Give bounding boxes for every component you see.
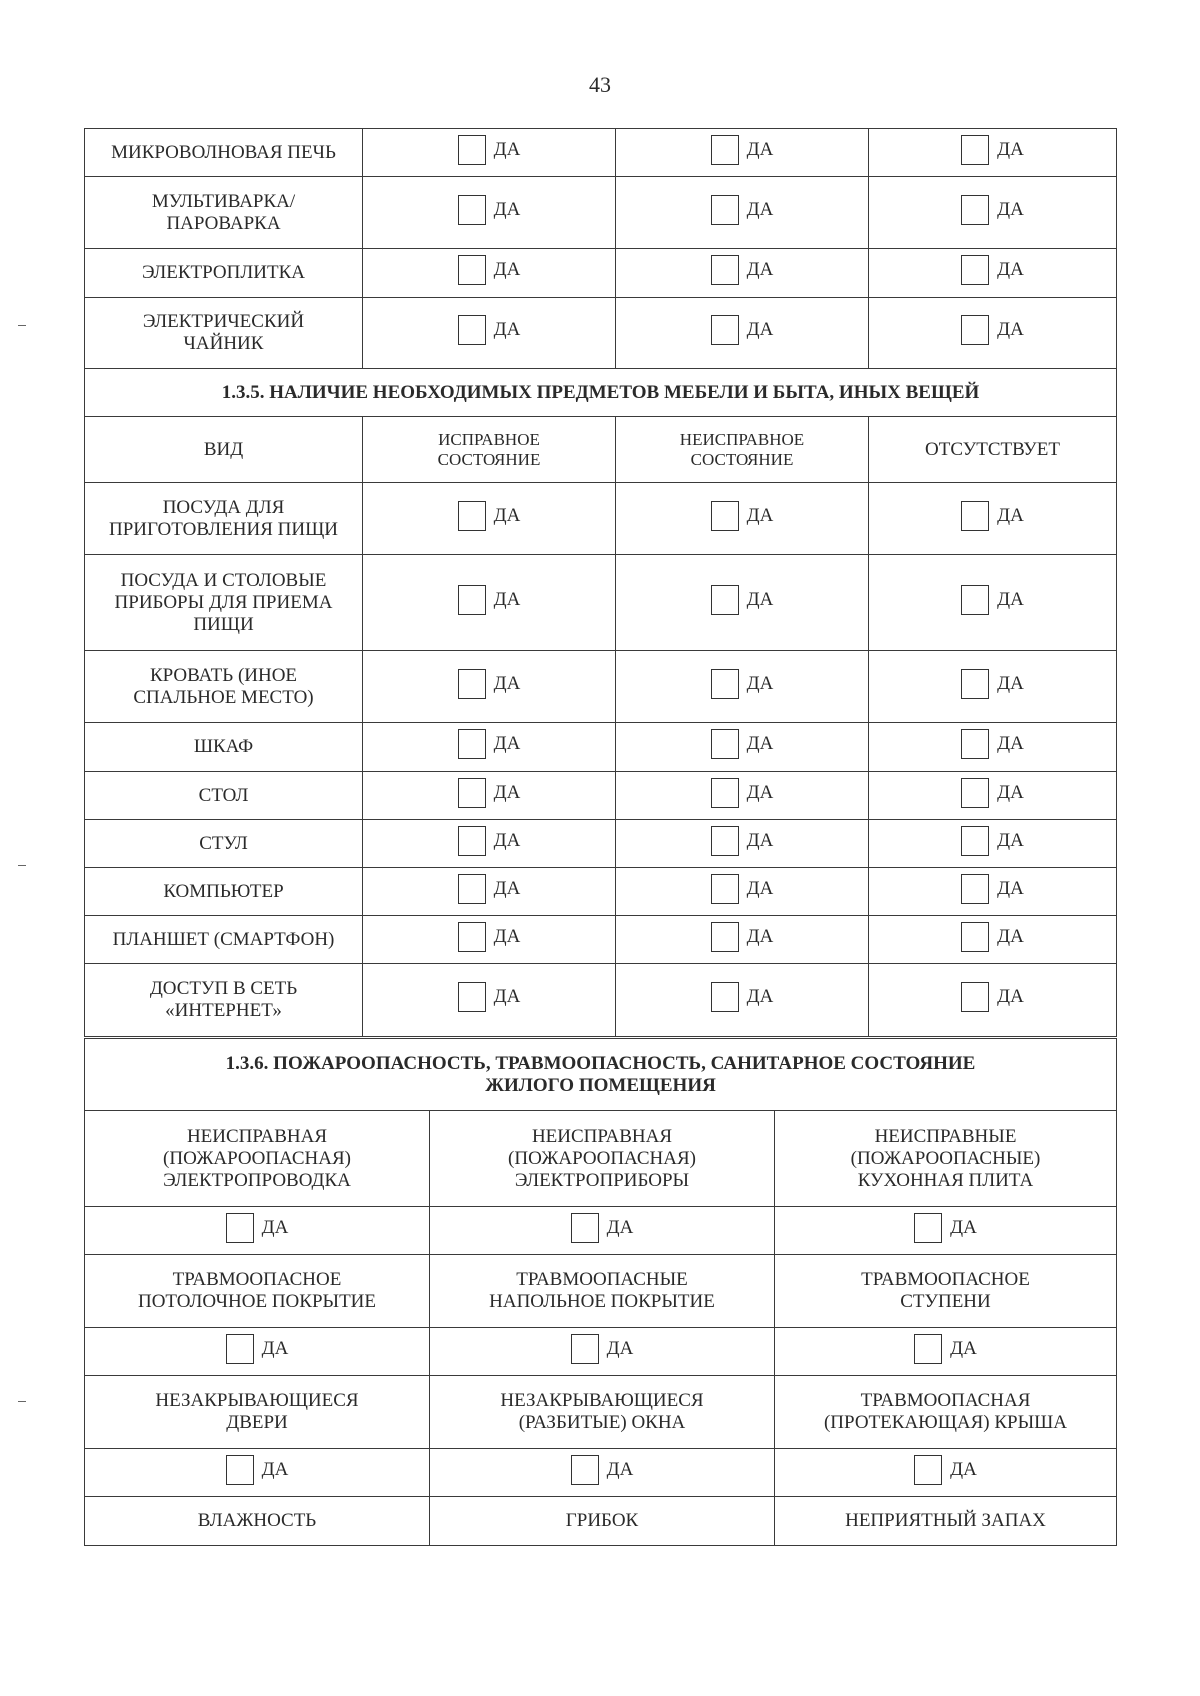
checkbox[interactable] bbox=[711, 778, 739, 808]
checkbox[interactable] bbox=[961, 778, 989, 808]
checkbox[interactable] bbox=[711, 315, 739, 345]
checkbox-cell[interactable]: ДА bbox=[869, 129, 1117, 177]
column-header: НЕИСПРАВНОЕ СОСТОЯНИЕ bbox=[616, 417, 869, 483]
checkbox[interactable] bbox=[571, 1213, 599, 1243]
table-row bbox=[85, 483, 1117, 555]
checkbox[interactable] bbox=[711, 729, 739, 759]
checkbox-cell[interactable]: ДА bbox=[869, 298, 1117, 369]
checkbox[interactable] bbox=[226, 1334, 254, 1364]
checkbox-cell[interactable]: ДА bbox=[363, 249, 616, 298]
checkbox-cell[interactable]: ДА bbox=[616, 868, 869, 916]
checkbox-cell[interactable]: ДА bbox=[363, 723, 616, 772]
section-title: 1.3.6. ПОЖАРООПАСНОСТЬ, ТРАВМООПАСНОСТЬ, САНИТАРНОЕ СОСТОЯНИЕ ЖИЛОГО ПОМЕЩЕНИЯ bbox=[85, 1039, 1117, 1111]
checkbox[interactable] bbox=[961, 135, 989, 165]
checkbox-cell[interactable]: ДА bbox=[869, 964, 1117, 1037]
column-header-row bbox=[85, 417, 1117, 483]
checkbox[interactable] bbox=[961, 982, 989, 1012]
checkbox[interactable] bbox=[711, 826, 739, 856]
checkbox-cell[interactable]: ДА bbox=[616, 964, 869, 1037]
table-row bbox=[85, 1328, 1117, 1376]
table-row bbox=[85, 868, 1117, 916]
checkbox[interactable] bbox=[711, 982, 739, 1012]
row-label: ЭЛЕКТРОПЛИТКА bbox=[85, 249, 363, 298]
checkbox-cell[interactable]: ДА bbox=[869, 483, 1117, 555]
row-label: СТУЛ bbox=[85, 820, 363, 868]
condition-label: ВЛАЖНОСТЬ bbox=[85, 1497, 430, 1546]
checkbox-cell[interactable]: ДА bbox=[775, 1449, 1117, 1497]
table-row bbox=[85, 820, 1117, 868]
checkbox-cell[interactable]: ДА bbox=[430, 1328, 775, 1376]
section-header-row bbox=[85, 1039, 1117, 1111]
checkbox-cell[interactable]: ДА bbox=[616, 723, 869, 772]
checkbox-cell[interactable]: ДА bbox=[85, 1207, 430, 1255]
condition-label: НЕИСПРАВНЫЕ (ПОЖАРООПАСНЫЕ) КУХОННАЯ ПЛИТА bbox=[775, 1111, 1117, 1207]
row-label: КОМПЬЮТЕР bbox=[85, 868, 363, 916]
checkbox-cell[interactable]: ДА bbox=[616, 772, 869, 820]
checkbox[interactable] bbox=[961, 729, 989, 759]
row-label: ПЛАНШЕТ (СМАРТФОН) bbox=[85, 916, 363, 964]
checkbox[interactable] bbox=[711, 874, 739, 904]
condition-label: НЕЗАКРЫВАЮЩИЕСЯ (РАЗБИТЫЕ) ОКНА bbox=[430, 1376, 775, 1449]
section-header-row bbox=[85, 369, 1117, 417]
checkbox[interactable] bbox=[458, 729, 486, 759]
checkbox-cell[interactable]: ДА bbox=[616, 820, 869, 868]
table-row bbox=[85, 177, 1117, 249]
condition-label: НЕИСПРАВНАЯ (ПОЖАРООПАСНАЯ) ЭЛЕКТРОПРИБОРЫ bbox=[430, 1111, 775, 1207]
row-label: ЭЛЕКТРИЧЕСКИЙ ЧАЙНИК bbox=[85, 298, 363, 369]
condition-label: НЕЗАКРЫВАЮЩИЕСЯ ДВЕРИ bbox=[85, 1376, 430, 1449]
checkbox[interactable] bbox=[458, 669, 486, 699]
checkbox[interactable] bbox=[961, 826, 989, 856]
checkbox-cell[interactable]: ДА bbox=[869, 555, 1117, 651]
checkbox[interactable] bbox=[961, 195, 989, 225]
checkbox-cell[interactable]: ДА bbox=[363, 483, 616, 555]
table-row bbox=[85, 555, 1117, 651]
checkbox[interactable] bbox=[961, 501, 989, 531]
checkbox[interactable] bbox=[458, 778, 486, 808]
table-row bbox=[85, 916, 1117, 964]
checkbox[interactable] bbox=[961, 922, 989, 952]
hazard-condition-table bbox=[84, 1038, 1117, 1546]
checkbox[interactable] bbox=[458, 255, 486, 285]
table-row bbox=[85, 772, 1117, 820]
checkbox[interactable] bbox=[961, 874, 989, 904]
column-header: ОТСУТСТВУЕТ bbox=[869, 417, 1117, 483]
condition-label: НЕИСПРАВНАЯ (ПОЖАРООПАСНАЯ) ЭЛЕКТРОПРОВОДКА bbox=[85, 1111, 430, 1207]
checkbox[interactable] bbox=[961, 255, 989, 285]
checkbox[interactable] bbox=[458, 501, 486, 531]
checkbox-cell[interactable]: ДА bbox=[363, 177, 616, 249]
checkbox[interactable] bbox=[914, 1334, 942, 1364]
margin-mark bbox=[18, 1401, 26, 1402]
row-label: КРОВАТЬ (ИНОЕ СПАЛЬНОЕ МЕСТО) bbox=[85, 651, 363, 723]
checkbox-cell[interactable]: ДА bbox=[363, 298, 616, 369]
row-label: ПОСУДА И СТОЛОВЫЕ ПРИБОРЫ ДЛЯ ПРИЕМА ПИЩИ bbox=[85, 555, 363, 651]
condition-label: НЕПРИЯТНЫЙ ЗАПАХ bbox=[775, 1497, 1117, 1546]
table-row bbox=[85, 1449, 1117, 1497]
table-row bbox=[85, 651, 1117, 723]
checkbox[interactable] bbox=[458, 135, 486, 165]
checkbox-cell[interactable]: ДА bbox=[363, 129, 616, 177]
checkbox[interactable] bbox=[711, 195, 739, 225]
row-label: МИКРОВОЛНОВАЯ ПЕЧЬ bbox=[85, 129, 363, 177]
checkbox[interactable] bbox=[961, 315, 989, 345]
checkbox-cell[interactable]: ДА bbox=[616, 177, 869, 249]
furniture-appliance-table bbox=[84, 128, 1117, 1037]
checkbox-cell[interactable]: ДА bbox=[363, 916, 616, 964]
section-title: 1.3.5. НАЛИЧИЕ НЕОБХОДИМЫХ ПРЕДМЕТОВ МЕБЕЛИ И БЫТА, ИНЫХ ВЕЩЕЙ bbox=[85, 369, 1117, 417]
checkbox-cell[interactable]: ДА bbox=[869, 772, 1117, 820]
checkbox-cell[interactable]: ДА bbox=[616, 483, 869, 555]
checkbox[interactable] bbox=[226, 1213, 254, 1243]
column-header: ВИД bbox=[85, 417, 363, 483]
checkbox[interactable] bbox=[711, 255, 739, 285]
checkbox[interactable] bbox=[571, 1334, 599, 1364]
checkbox-cell[interactable]: ДА bbox=[363, 772, 616, 820]
table-row bbox=[85, 1207, 1117, 1255]
checkbox[interactable] bbox=[711, 585, 739, 615]
checkbox-cell[interactable]: ДА bbox=[869, 916, 1117, 964]
checkbox-cell[interactable]: ДА bbox=[869, 723, 1117, 772]
table-row bbox=[85, 723, 1117, 772]
table-row bbox=[85, 964, 1117, 1037]
condition-label: ТРАВМООПАСНАЯ (ПРОТЕКАЮЩАЯ) КРЫША bbox=[775, 1376, 1117, 1449]
condition-label: ТРАВМООПАСНОЕ ПОТОЛОЧНОЕ ПОКРЫТИЕ bbox=[85, 1255, 430, 1328]
checkbox-cell[interactable]: ДА bbox=[775, 1328, 1117, 1376]
checkbox-cell[interactable]: ДА bbox=[85, 1328, 430, 1376]
checkbox-cell[interactable]: ДА bbox=[869, 651, 1117, 723]
checkbox[interactable] bbox=[571, 1455, 599, 1485]
checkbox-cell[interactable]: ДА bbox=[869, 820, 1117, 868]
checkbox-cell[interactable]: ДА bbox=[616, 651, 869, 723]
checkbox[interactable] bbox=[458, 315, 486, 345]
checkbox-cell[interactable]: ДА bbox=[363, 868, 616, 916]
checkbox-cell[interactable]: ДА bbox=[616, 298, 869, 369]
row-label: ДОСТУП В СЕТЬ «ИНТЕРНЕТ» bbox=[85, 964, 363, 1037]
row-label: ШКАФ bbox=[85, 723, 363, 772]
checkbox[interactable] bbox=[458, 195, 486, 225]
checkbox[interactable] bbox=[458, 982, 486, 1012]
checkbox[interactable] bbox=[458, 826, 486, 856]
checkbox-cell[interactable]: ДА bbox=[616, 129, 869, 177]
checkbox[interactable] bbox=[961, 669, 989, 699]
checkbox-cell[interactable]: ДА bbox=[869, 249, 1117, 298]
checkbox[interactable] bbox=[914, 1455, 942, 1485]
table-row bbox=[85, 249, 1117, 298]
checkbox-cell[interactable]: ДА bbox=[869, 177, 1117, 249]
checkbox[interactable] bbox=[458, 874, 486, 904]
checkbox-cell[interactable]: ДА bbox=[775, 1207, 1117, 1255]
table-row bbox=[85, 1255, 1117, 1328]
checkbox[interactable] bbox=[914, 1213, 942, 1243]
checkbox-cell[interactable]: ДА bbox=[85, 1449, 430, 1497]
checkbox-cell[interactable]: ДА bbox=[363, 820, 616, 868]
row-label: ПОСУДА ДЛЯ ПРИГОТОВЛЕНИЯ ПИЩИ bbox=[85, 483, 363, 555]
table-row bbox=[85, 1497, 1117, 1546]
checkbox[interactable] bbox=[711, 135, 739, 165]
checkbox[interactable] bbox=[711, 922, 739, 952]
table-row bbox=[85, 1111, 1117, 1207]
table-row bbox=[85, 129, 1117, 177]
condition-label: ГРИБОК bbox=[430, 1497, 775, 1546]
table-row bbox=[85, 1376, 1117, 1449]
checkbox-cell[interactable]: ДА bbox=[869, 868, 1117, 916]
row-label: МУЛЬТИВАРКА/ ПАРОВАРКА bbox=[85, 177, 363, 249]
checkbox-cell[interactable]: ДА bbox=[616, 916, 869, 964]
column-header: ИСПРАВНОЕ СОСТОЯНИЕ bbox=[363, 417, 616, 483]
checkbox-cell[interactable]: ДА bbox=[430, 1207, 775, 1255]
row-label: СТОЛ bbox=[85, 772, 363, 820]
checkbox[interactable] bbox=[711, 669, 739, 699]
checkbox-cell[interactable]: ДА bbox=[430, 1449, 775, 1497]
checkbox-cell[interactable]: ДА bbox=[616, 249, 869, 298]
checkbox-cell[interactable]: ДА bbox=[363, 651, 616, 723]
table-row bbox=[85, 298, 1117, 369]
checkbox-cell[interactable]: ДА bbox=[363, 964, 616, 1037]
checkbox[interactable] bbox=[458, 922, 486, 952]
checkbox[interactable] bbox=[961, 585, 989, 615]
margin-mark bbox=[18, 865, 26, 866]
margin-mark bbox=[18, 325, 26, 326]
page-number: 43 bbox=[589, 72, 611, 97]
checkbox-cell[interactable]: ДА bbox=[363, 555, 616, 651]
checkbox[interactable] bbox=[458, 585, 486, 615]
condition-label: ТРАВМООПАСНЫЕ НАПОЛЬНОЕ ПОКРЫТИЕ bbox=[430, 1255, 775, 1328]
condition-label: ТРАВМООПАСНОЕ СТУПЕНИ bbox=[775, 1255, 1117, 1328]
checkbox[interactable] bbox=[711, 501, 739, 531]
checkbox-cell[interactable]: ДА bbox=[616, 555, 869, 651]
checkbox[interactable] bbox=[226, 1455, 254, 1485]
